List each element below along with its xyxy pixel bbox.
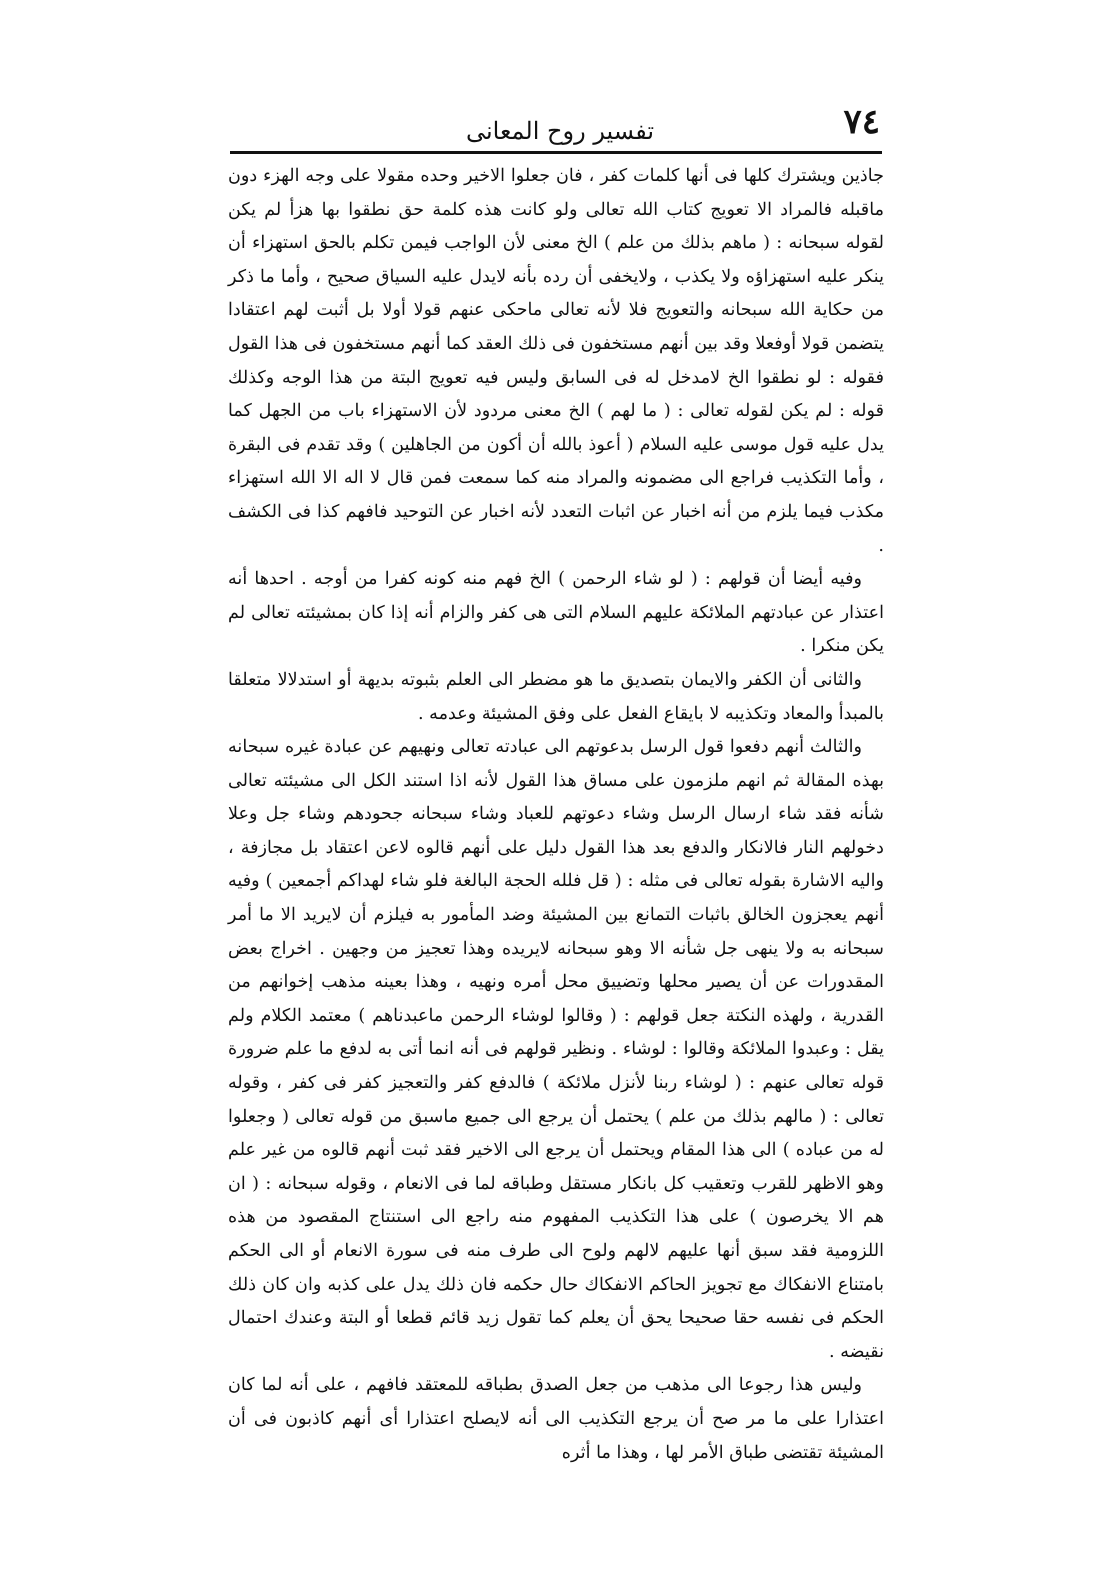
running-title: تفسير روح المعانى xyxy=(465,117,655,145)
paragraph: والثانى أن الكفر والايمان بتصديق ما هو مضطر الى العلم بثبوته بديهة أو استدلالا متعلقا بالمبدأ والمعاد وتكذيبه لا بايقاع الفعل على وفق المشيئة وعدمه . xyxy=(228,669,884,724)
page-header xyxy=(240,96,880,152)
paragraph: وليس هذا رجوعا الى مذهب من جعل الصدق بطباقه للمعتقد فافهم ، على أنه لما كان اعتذارا على ما مر صح أن يرجع التكذيب الى أنه لايصلح اعتذارا أى أنهم كاذبون فى أن المشيئة تقتضى طباق الأمر لها ، وهذا ما أثره xyxy=(228,1375,884,1463)
paragraph: جاذين ويشترك كلها فى أنها كلمات كفر ، فان جعلوا الاخير وحده مقولا على وجه الهزء دون ماقبله فالمراد الا تعويج كتاب الله تعالى ولو كانت هذه كلمة حق نطقوا بها هزأ لم يكن لقوله سبحانه : ( ماهم بذلك من علم ) الخ معنى لأن الواجب فيمن تكلم بالحق استهزاء أن ينكر عليه استهزاؤه ولا يكذب ، ولايخفى أن رده بأنه لايدل عليه السياق صحيح ، وأما ما ذكر من حكاية الله سبحانه والتعويج فلا لأنه تعالى ماحكى عنهم قولا أولا بل أثبت لهم اعتقادا يتضمن قولا أوفعلا وقد بين أنهم مستخفون فى ذلك العقد كما أنهم مستخفون فى هذا القول فقوله : لو نطقوا الخ لامدخل له فى السابق وليس فيه تعويج البتة من هذا الوجه وكذلك قوله : لم يكن لقوله تعالى : ( ما لهم ) الخ معنى مردود لأن الاستهزاء باب من الجهل كما يدل عليه قول موسى عليه السلام ( أعوذ بالله أن أكون من الجاهلين ) وقد تقدم فى البقرة ، وأما التكذيب فراجع الى مضمونه والمراد منه كما سمعت فمن قال لا اله الا الله استهزاء مكذب فيما يلزم من أنه اخبار عن اثبات التعدد لأنه اخبار عن التوحيد فافهم كذا فى الكشف . xyxy=(228,166,884,556)
header-rule xyxy=(230,151,882,154)
paragraph: والثالث أنهم دفعوا قول الرسل بدعوتهم الى عبادته تعالى ونهيهم عن عبادة غيره سبحانه بهذه المقالة ثم انهم ملزمون على مساق هذا القول لأنه اذا استند الكل الى مشيئته تعالى شأنه فقد شاء ارسال الرسل وشاء دعوتهم للعباد وشاء سبحانه جحودهم وشاء جل وعلا دخولهم النار فالانكار والدفع بعد هذا القول دليل على أنهم قالوه لاعن اعتقاد بل مجازفة ، واليه الاشارة بقوله تعالى فى مثله : ( قل فلله الحجة البالغة فلو شاء لهداكم أجمعين ) وفيه أنهم يعجزون الخالق باثبات التمانع بين المشيئة وضد المأمور به فيلزم أن لايريد الا ما أمر سبحانه به ولا ينهى جل شأنه الا وهو سبحانه لايريده وهذا تعجيز من وجهين . اخراج بعض المقدورات عن أن يصير محلها وتضييق محل أمره ونهيه ، وهذا بعينه مذهب إخوانهم من القدرية ، ولهذه النكتة جعل قولهم : ( وقالوا لوشاء الرحمن ماعبدناهم ) معتمد الكلام ولم يقل : وعبدوا الملائكة وقالوا : لوشاء . ونظير قولهم فى أنه انما أتى به لدفع ما علم ضرورة قوله تعالى عنهم : ( لوشاء ربنا لأنزل ملائكة ) فالدفع كفر والتعجيز كفر فى كفر ، وقوله تعالى : ( مالهم بذلك من علم ) يحتمل أن يرجع الى جميع ماسبق من قوله تعالى ( وجعلوا له من عباده ) الى هذا المقام ويحتمل أن يرجع الى الاخير فقد ثبت أنهم قالوه من غير علم وهو الاظهر للقرب وتعقيب كل بانكار مستقل وطباقه لما فى الانعام ، وقوله سبحانه : ( ان هم الا يخرصون ) على هذا التكذيب المفهوم منه راجع الى استنتاج المقصود من هذه اللزومية فقد سبق أنها عليهم لالهم ولوح الى طرف منه فى سورة الانعام أو الى الحكم بامتناع الانفكاك مع تجويز الحاكم الانفكاك حال حكمه فان ذلك يدل على كذبه وان كان ذلك الحكم فى نفسه حقا صحيحا يحق أن يعلم كما تقول زيد قائم قطعا أو البتة وعندك احتمال نقيضه . xyxy=(228,737,884,1362)
paragraph: وفيه أيضا أن قولهم : ( لو شاء الرحمن ) الخ فهم منه كونه كفرا من أوجه . احدها أنه اعتذار عن عبادتهم الملائكة عليهم السلام التى هى كفر والزام أنه إذا كان بمشيئته تعالى لم يكن منكرا . xyxy=(228,569,884,657)
page-number: ٧٤ xyxy=(843,102,880,142)
body-text xyxy=(228,160,884,1470)
